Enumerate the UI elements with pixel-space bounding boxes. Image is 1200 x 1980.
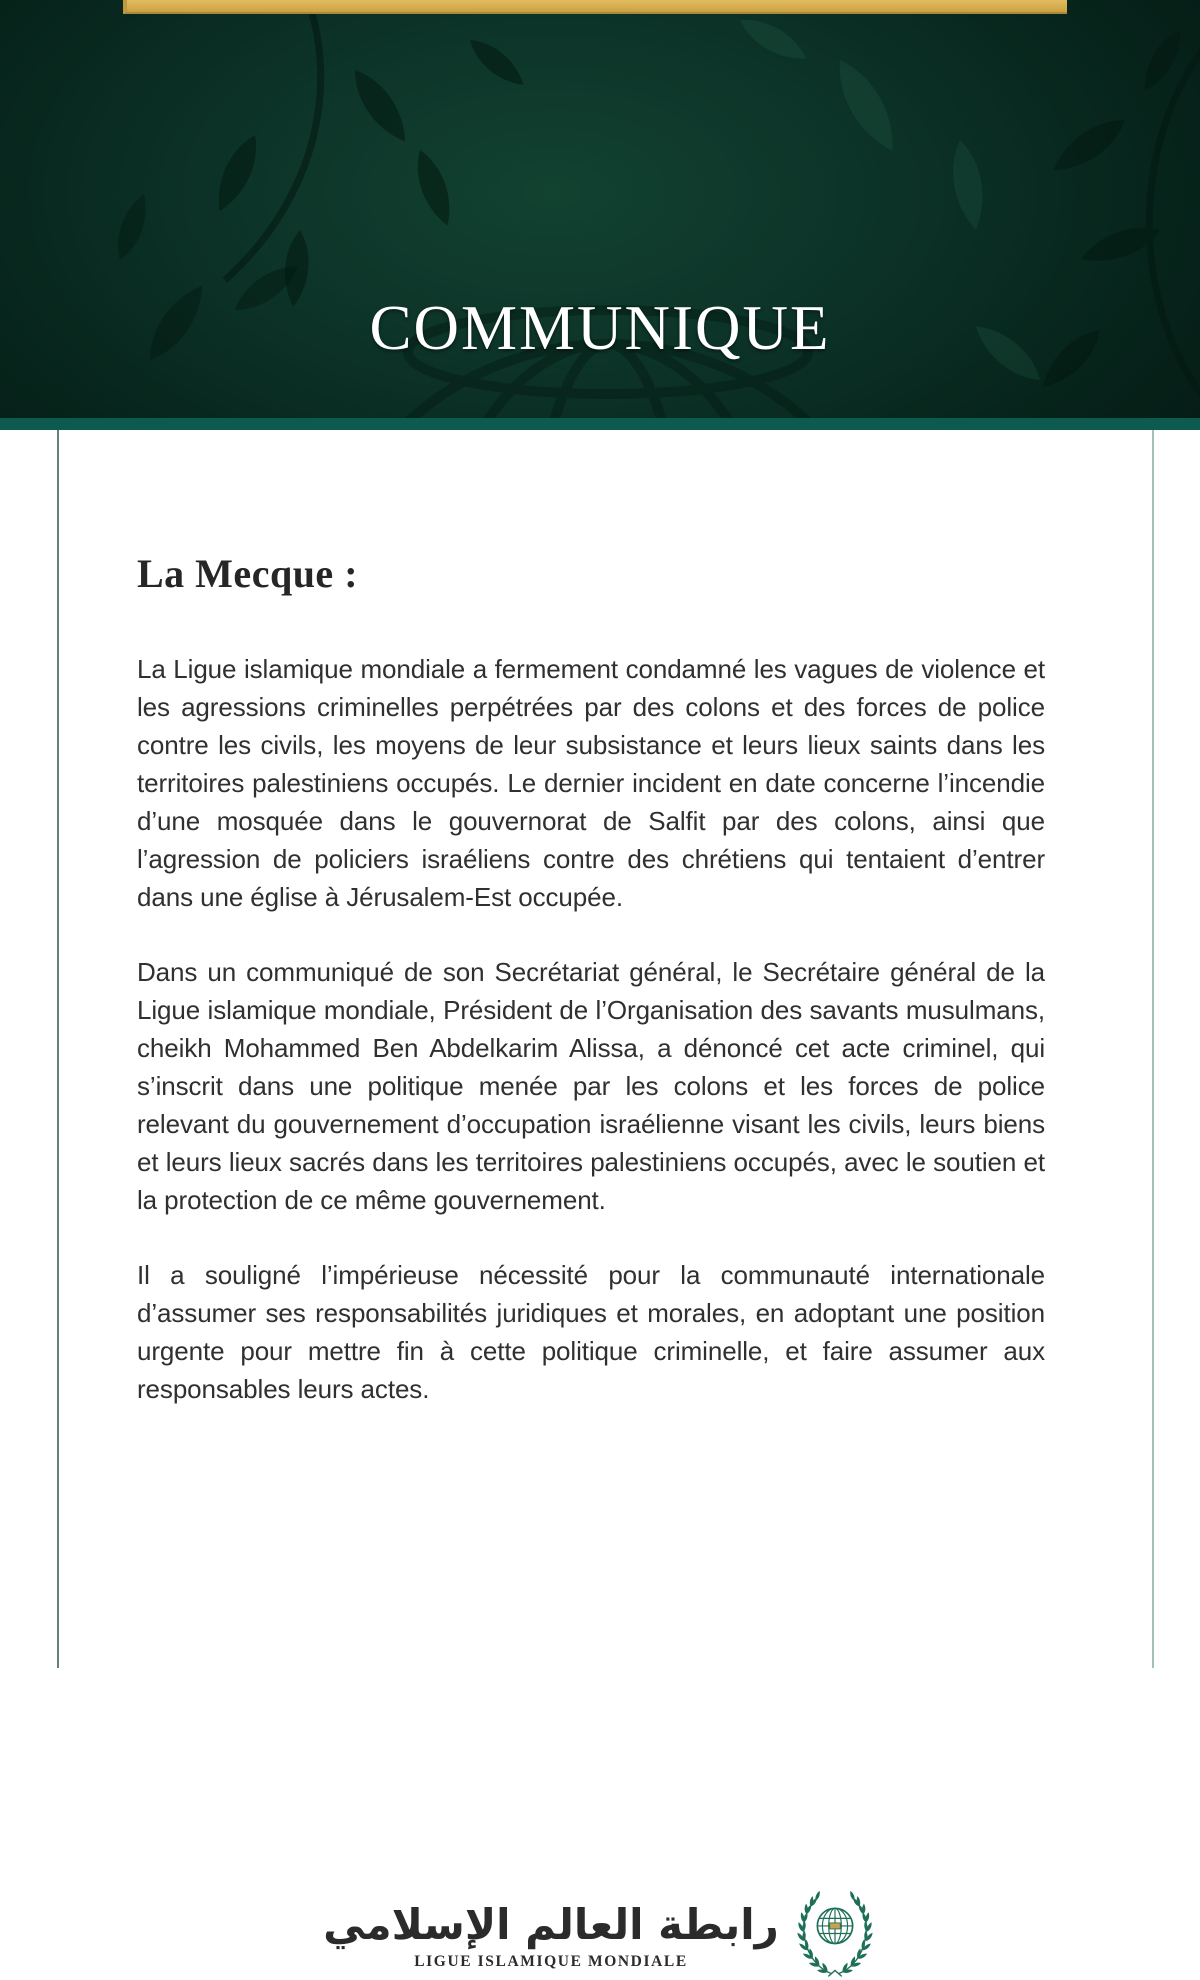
olive-branch-decoration [208,0,530,308]
paragraph-3: Il a souligné l’impérieuse nécessité pour la communauté internationale d’assumer ses responsabilités juridiques et morales, en adoptant une position urgente pour mettre fin à cette politique criminelle, et faire assumer aux responsables leurs actes. [137,1260,1045,1404]
right-margin-rule [1152,430,1154,1668]
logo-arabic-name: رابطة العالم الإسلامي [323,1899,779,1949]
communique-text [137,430,1045,1408]
paragraph-2: Dans un communiqué de son Secrétariat général, le Secrétaire général de la Ligue islamique mondiale, Président de l’Organisation des savants musulmans, cheikh Mohammed Ben Abdelkarim Alissa, a dénoncé cet acte criminel, qui s’inscrit dans une politique menée par les colons et les forces de police relevant du gouvernement d’occupation israélienne visant les civils, leurs biens et leurs lieux sacrés dans les territoires palestiniens occupés, avec le soutien et la protection de ce même gouvernement. [137,957,1045,1215]
header-banner [0,0,1200,418]
page-title: COMMUNIQUE [369,293,831,363]
header-divider [0,418,1200,430]
document-body [0,430,1200,1971]
dateline-heading: La Mecque : [137,551,359,596]
organization-logo-text [323,1901,779,1971]
gold-accent-bar [123,0,1067,14]
organization-logo [0,1892,1200,1980]
left-margin-rule [57,430,59,1668]
paragraph-1: La Ligue islamique mondiale a fermement condamné les vagues de violence et les agressions criminelles perpétrées par des colons et des forces de police contre les civils, les moyens de leur subsistance et leurs lieux saints dans les territoires palestiniens occupés. Le dernier incident en date concerne l’incendie d’une mosquée dans le gouvernorat de Salfit par des colons, ainsi que l’agression de policiers israéliens contre des chrétiens qui tentaient d’entrer dans une église à Jérusalem-Est occupée. [137,654,1045,912]
logo-latin-name: LIGUE ISLAMIQUE MONDIALE [414,1953,688,1971]
globe-wreath-emblem-icon [793,1892,877,1980]
